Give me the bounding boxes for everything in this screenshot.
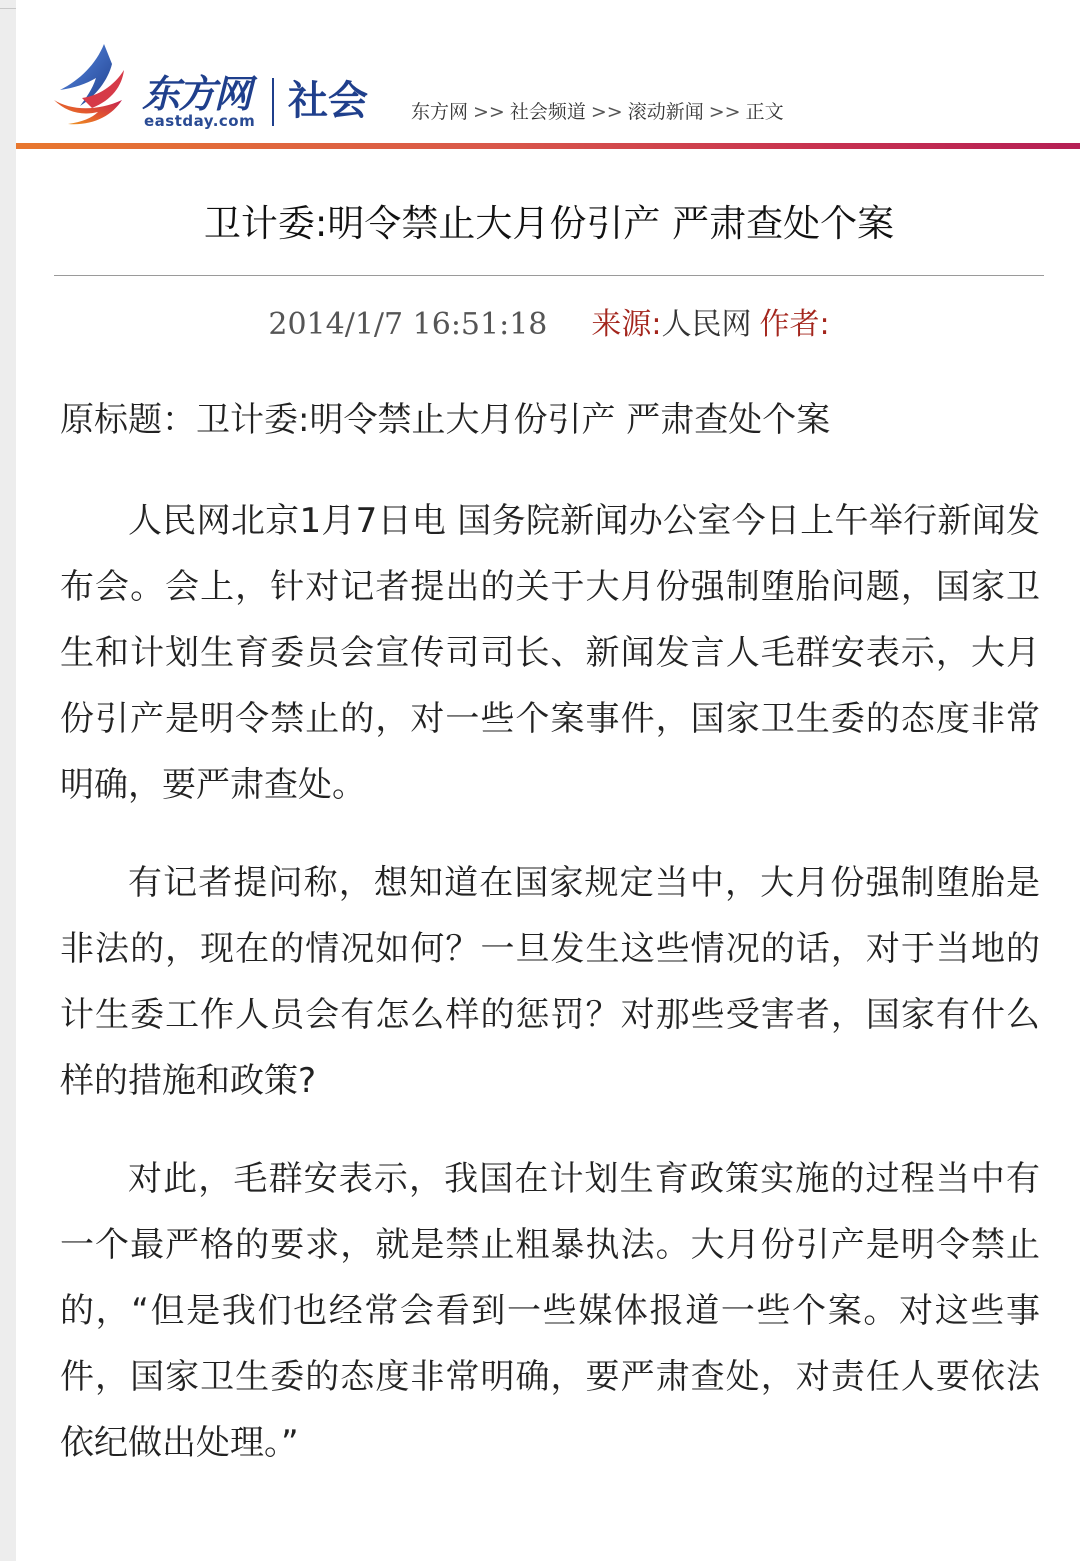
page: [16, 0, 1080, 1561]
header-color-bar: [16, 143, 1080, 149]
original-title: 原标题：卫计委:明令禁止大月份引产 严肃查处个案: [60, 400, 831, 440]
breadcrumb-link-channel[interactable]: 社会频道: [509, 101, 586, 123]
brand-domain: eastday.com: [144, 112, 256, 130]
author-label: 作者:: [759, 307, 830, 342]
eastday-logo-icon[interactable]: [52, 40, 144, 130]
publish-datetime: 2014/1/7 16:51:18: [268, 307, 548, 342]
article-paragraph: 对此，毛群安表示，我国在计划生育政策实施的过程当中有一个最严格的要求，就是禁止粗暴执法。大月份引产是明令禁止的，“但是我们也经常会看到一些媒体报道一些个案。对这些事件，国家卫生委的态度非常明确，要严肃查处，对责任人要依法依纪做出处理。”: [60, 1159, 1040, 1463]
breadcrumb-current: 正文: [745, 101, 784, 123]
article-paragraph: 有记者提问称，想知道在国家规定当中，大月份强制堕胎是非法的，现在的情况如何？一旦发生这些情况的话，对于当地的计生委工作人员会有怎么样的惩罚？对那些受害者，国家有什么样的措施和政策?: [60, 863, 1040, 1101]
source-label: 来源:: [591, 307, 662, 342]
brand[interactable]: [142, 74, 282, 134]
breadcrumb-link-rolling-news[interactable]: 滚动新闻: [627, 101, 704, 123]
article-body: [60, 488, 1040, 1508]
article-title: 卫计委:明令禁止大月份引产 严肃查处个案: [203, 202, 895, 245]
breadcrumb: [411, 99, 784, 125]
breadcrumb-separator: >>: [708, 101, 741, 123]
article-paragraph: 人民网北京1月7日电 国务院新闻办公室今日上午举行新闻发布会。会上，针对记者提出的关于大月份强制堕胎问题，国家卫生和计划生育委员会宣传司司长、新闻发言人毛群安表示，大月份引产是明令禁止的，对一些个案事件，国家卫生委的态度非常明确，要严肃查处。: [60, 501, 1040, 805]
brand-divider: [272, 78, 274, 126]
breadcrumb-separator: >>: [473, 101, 505, 123]
breadcrumb-separator: >>: [590, 101, 623, 123]
channel-name[interactable]: 社会: [288, 78, 368, 124]
source-name[interactable]: 人民网: [661, 307, 752, 342]
article-meta: [54, 302, 1044, 348]
brand-name: 东方网: [142, 72, 251, 116]
title-divider: [54, 275, 1044, 276]
breadcrumb-link-home[interactable]: 东方网: [411, 101, 469, 123]
